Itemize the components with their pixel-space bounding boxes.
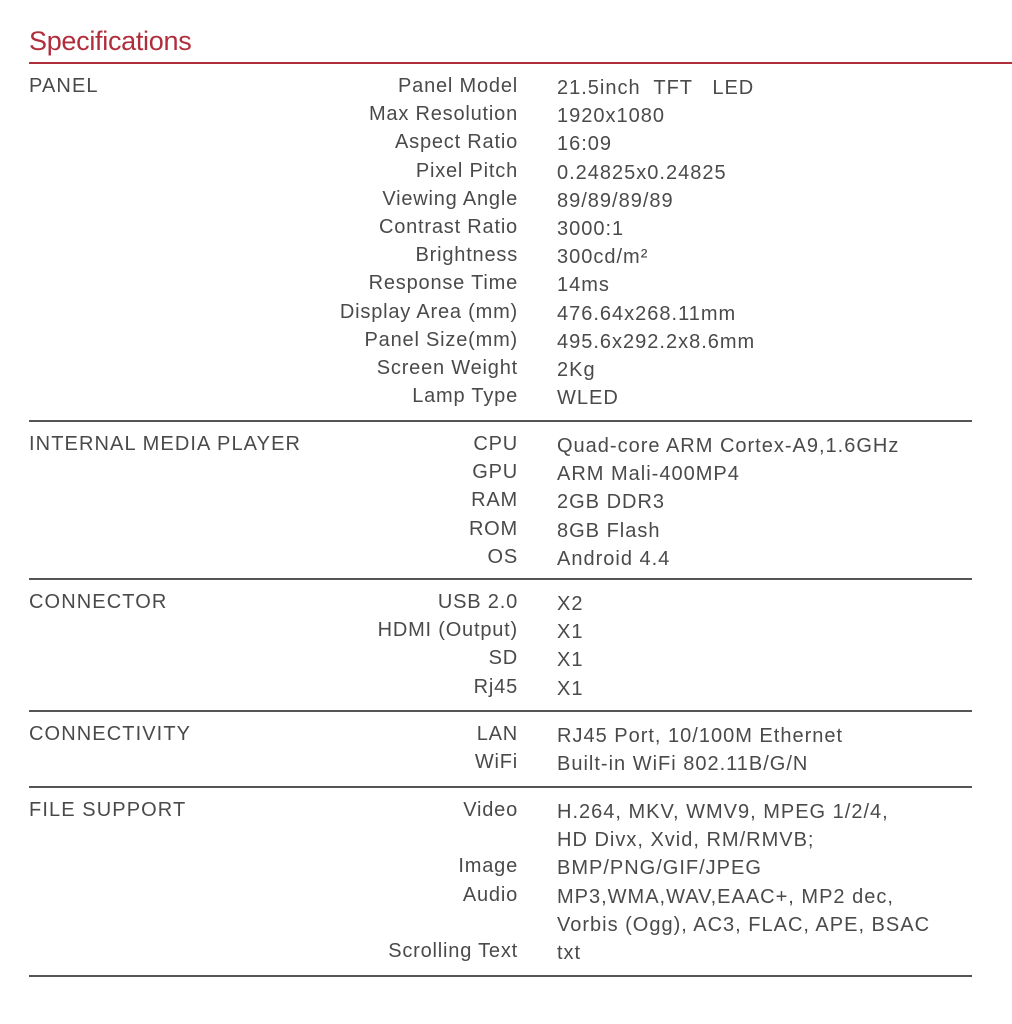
spec-row bbox=[29, 543, 972, 571]
spec-value: 21.5inch TFT LED bbox=[557, 77, 755, 99]
spec-key: Video bbox=[463, 799, 518, 821]
spec-row bbox=[29, 185, 972, 213]
spec-key: Viewing Angle bbox=[382, 188, 518, 210]
section-label: INTERNAL MEDIA PLAYER bbox=[29, 433, 302, 455]
spec-key: RAM bbox=[471, 489, 518, 511]
spec-row bbox=[29, 128, 972, 156]
spec-row bbox=[29, 720, 972, 748]
section-divider bbox=[29, 710, 972, 712]
spec-value: X2 bbox=[557, 593, 584, 615]
spec-value: X1 bbox=[557, 678, 584, 700]
spec-value: 300cd/m² bbox=[557, 246, 649, 268]
spec-key: HDMI (Output) bbox=[377, 619, 518, 641]
spec-row bbox=[29, 298, 972, 326]
spec-key: ROM bbox=[468, 518, 518, 540]
spec-value: Vorbis (Ogg), AC3, FLAC, APE, BSAC bbox=[557, 914, 931, 936]
section-divider bbox=[29, 975, 972, 977]
spec-key: Display Area (mm) bbox=[339, 301, 518, 323]
spec-value: 2Kg bbox=[557, 359, 596, 381]
spec-key: Screen Weight bbox=[376, 357, 518, 379]
spec-row bbox=[29, 852, 972, 880]
section-label: FILE SUPPORT bbox=[29, 799, 187, 821]
spec-row bbox=[29, 354, 972, 382]
spec-value: WLED bbox=[557, 387, 619, 409]
page-title: Specifications bbox=[29, 26, 192, 56]
section-label: PANEL bbox=[29, 75, 99, 97]
spec-row bbox=[29, 486, 972, 514]
spec-value: 476.64x268.11mm bbox=[557, 303, 737, 325]
spec-row bbox=[29, 458, 972, 486]
spec-value: 14ms bbox=[557, 274, 610, 296]
spec-key: OS bbox=[487, 546, 518, 568]
spec-key: Aspect Ratio bbox=[395, 131, 518, 153]
spec-value: 2GB DDR3 bbox=[557, 491, 666, 513]
spec-row bbox=[29, 881, 972, 936]
spec-key: Panel Size(mm) bbox=[364, 329, 518, 351]
spec-value: ARM Mali-400MP4 bbox=[557, 463, 740, 485]
spec-row bbox=[29, 382, 972, 410]
spec-value: X1 bbox=[557, 621, 584, 643]
spec-row bbox=[29, 269, 972, 297]
spec-row bbox=[29, 644, 972, 672]
spec-key: Pixel Pitch bbox=[415, 160, 518, 182]
spec-key: Lamp Type bbox=[412, 385, 518, 407]
spec-value: H.264, MKV, WMV9, MPEG 1/2/4, bbox=[557, 801, 889, 823]
spec-key: Rj45 bbox=[473, 676, 518, 698]
section-divider bbox=[29, 786, 972, 788]
spec-key: LAN bbox=[476, 723, 518, 745]
spec-row bbox=[29, 616, 972, 644]
spec-key: Audio bbox=[462, 884, 518, 906]
spec-row bbox=[29, 72, 972, 100]
spec-row bbox=[29, 100, 972, 128]
section-divider bbox=[29, 420, 972, 422]
spec-key: WiFi bbox=[474, 751, 518, 773]
spec-row bbox=[29, 515, 972, 543]
spec-row bbox=[29, 213, 972, 241]
spec-key: Response Time bbox=[368, 272, 518, 294]
spec-value: txt bbox=[557, 942, 582, 964]
spec-key: GPU bbox=[472, 461, 518, 483]
section-label: CONNECTOR bbox=[29, 591, 168, 613]
spec-value: MP3,WMA,WAV,EAAC+, MP2 dec, bbox=[557, 886, 894, 908]
spec-key: USB 2.0 bbox=[437, 591, 518, 613]
spec-key: SD bbox=[488, 647, 518, 669]
spec-value: HD Divx, Xvid, RM/RMVB; bbox=[557, 829, 815, 851]
spec-value: 1920x1080 bbox=[557, 105, 665, 127]
spec-row bbox=[29, 673, 972, 701]
title-divider bbox=[29, 62, 1012, 64]
spec-value: BMP/PNG/GIF/JPEG bbox=[557, 857, 762, 879]
spec-value: Quad-core ARM Cortex-A9,1.6GHz bbox=[557, 435, 900, 457]
spec-key: Scrolling Text bbox=[388, 940, 518, 962]
spec-value: X1 bbox=[557, 649, 584, 671]
spec-key: CPU bbox=[473, 433, 518, 455]
spec-key: Contrast Ratio bbox=[378, 216, 518, 238]
section-label: CONNECTIVITY bbox=[29, 723, 192, 745]
spec-row bbox=[29, 748, 972, 776]
spec-key: Max Resolution bbox=[368, 103, 518, 125]
spec-row bbox=[29, 326, 972, 354]
spec-value: 495.6x292.2x8.6mm bbox=[557, 331, 756, 353]
spec-key: Panel Model bbox=[398, 75, 518, 97]
spec-row bbox=[29, 430, 972, 458]
spec-value: Built-in WiFi 802.11B/G/N bbox=[557, 753, 809, 775]
spec-row bbox=[29, 157, 972, 185]
spec-row bbox=[29, 796, 972, 851]
spec-key: Brightness bbox=[415, 244, 518, 266]
spec-value: 8GB Flash bbox=[557, 520, 661, 542]
spec-value: Android 4.4 bbox=[557, 548, 671, 570]
spec-value: RJ45 Port, 10/100M Ethernet bbox=[557, 725, 844, 747]
spec-key: Image bbox=[458, 855, 518, 877]
spec-value: 16:09 bbox=[557, 133, 613, 155]
spec-row bbox=[29, 588, 972, 616]
spec-row bbox=[29, 937, 972, 965]
spec-value: 89/89/89/89 bbox=[557, 190, 674, 212]
spec-value: 0.24825x0.24825 bbox=[557, 162, 727, 184]
section-divider bbox=[29, 578, 972, 580]
spec-row bbox=[29, 241, 972, 269]
spec-value: 3000:1 bbox=[557, 218, 625, 240]
